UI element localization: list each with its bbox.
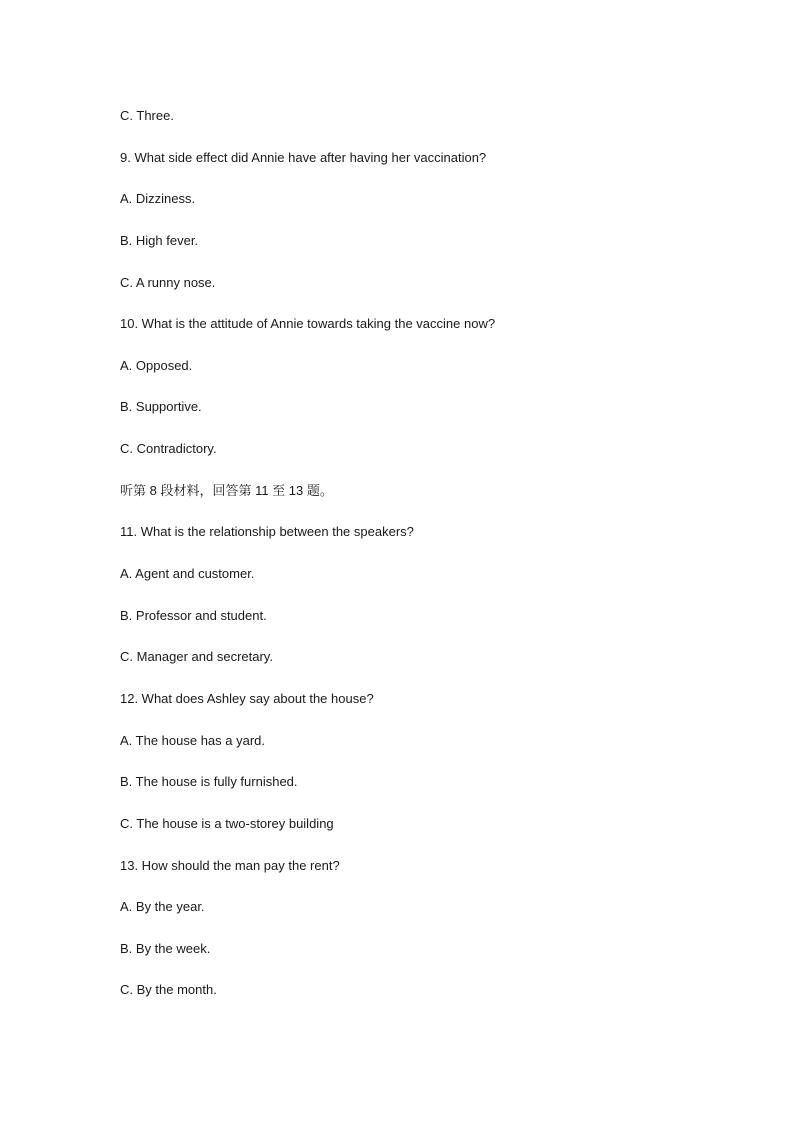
section-instruction: 听第 8 段材料，回答第 11 至 13 题。 [120, 482, 333, 498]
option-12c: C. The house is a two-storey building [120, 815, 334, 831]
question-13: 13. How should the man pay the rent? [120, 857, 340, 873]
question-9: 9. What side effect did Annie have after having her vaccination? [120, 149, 487, 165]
question-10: 10. What is the attitude of Annie towards taking the vaccine now? [120, 316, 496, 332]
question-list [120, 107, 720, 1023]
option-12a: A. The house has a yard. [120, 732, 266, 748]
option-12b: B. The house is fully furnished. [120, 774, 298, 790]
option-9c: C. A runny nose. [120, 274, 216, 290]
option-11b: B. Professor and student. [120, 607, 267, 623]
option-11c: C. Manager and secretary. [120, 649, 273, 665]
option-10c: C. Contradictory. [120, 441, 217, 457]
option-9b: B. High fever. [120, 232, 199, 248]
question-12: 12. What does Ashley say about the house? [120, 690, 374, 706]
option-13c: C. By the month. [120, 982, 217, 998]
option-10a: A. Opposed. [120, 357, 193, 373]
option-13a: A. By the year. [120, 899, 205, 915]
option-11a: A. Agent and customer. [120, 566, 255, 582]
option-9a: A. Dizziness. [120, 191, 196, 207]
option-10b: B. Supportive. [120, 399, 202, 415]
option-8c: C. Three. [120, 108, 174, 123]
question-11: 11. What is the relationship between the speakers? [120, 524, 414, 540]
option-13b: B. By the week. [120, 940, 211, 956]
